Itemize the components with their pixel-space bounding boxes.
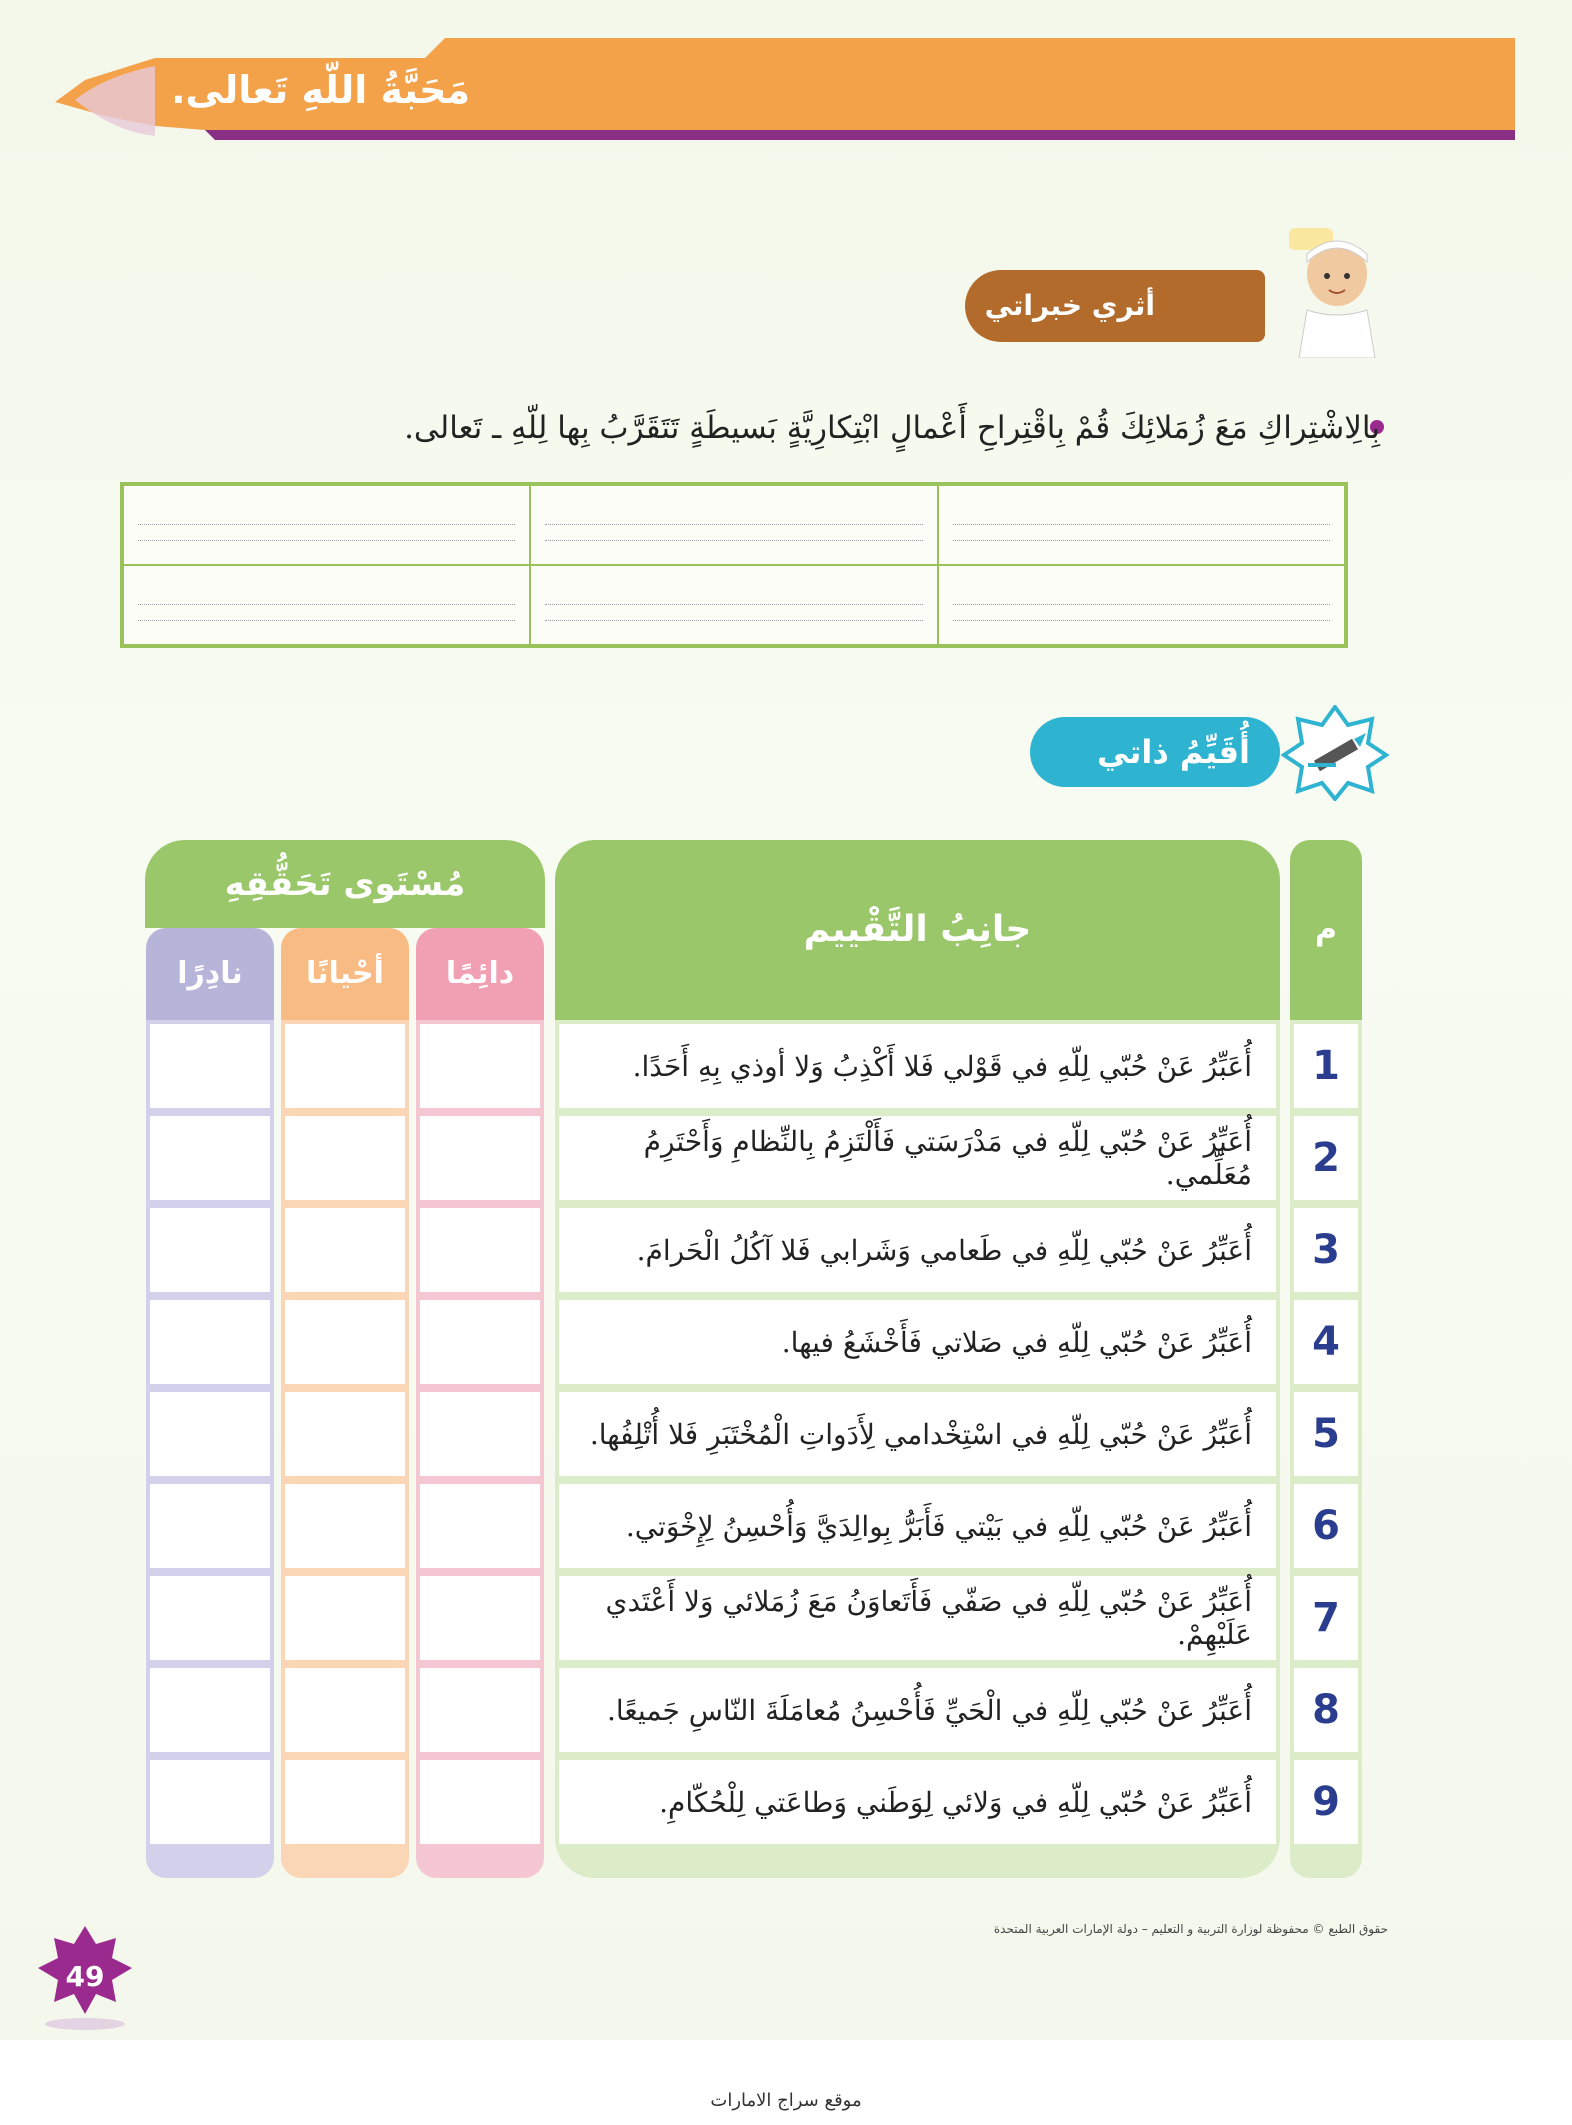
row-statement: أُعَبِّرُ عَنْ حُبّي لِلّهِ في قَوْلي فَلا أَكْذِبُ وَلا أوذي بِهِ أَحَدًا. — [559, 1024, 1276, 1108]
level-sometimes-header: أحْيانًا — [281, 928, 409, 1020]
row-statement: أُعَبِّرُ عَنْ حُبّي لِلّهِ في بَيْتي فَأَبَرُّ بِوالِدَيَّ وَأُحْسِنُ لِإِخْوَتي. — [559, 1484, 1276, 1568]
sometimes-checkbox[interactable] — [285, 1576, 405, 1660]
sometimes-checkbox[interactable] — [285, 1300, 405, 1384]
rarely-checkbox[interactable] — [150, 1300, 270, 1384]
ideas-writing-grid — [120, 482, 1348, 648]
achievement-level-header: مُسْتَوى تَحَقُّقِهِ — [145, 840, 545, 928]
row-statement: أُعَبِّرُ عَنْ حُبّي لِلّهِ في صَلاتي فَأَخْشَعُ فيها. — [559, 1300, 1276, 1384]
self-assessment-tag — [1030, 705, 1390, 801]
level-always-header: دائِمًا — [416, 928, 544, 1020]
always-checkbox[interactable] — [420, 1760, 540, 1844]
sometimes-checkbox[interactable] — [285, 1116, 405, 1200]
rarely-checkbox[interactable] — [150, 1116, 270, 1200]
row-number: 1 — [1294, 1024, 1358, 1108]
column-number-header: م — [1290, 840, 1362, 1020]
assess-label: أُقَيِّمُ ذاتي — [1097, 733, 1250, 771]
always-checkbox[interactable] — [420, 1484, 540, 1568]
sometimes-checkbox[interactable] — [285, 1208, 405, 1292]
column-aspect-header: جانِبُ التَّقْييم — [555, 840, 1280, 1020]
rarely-checkbox[interactable] — [150, 1392, 270, 1476]
rarely-checkbox[interactable] — [150, 1760, 270, 1844]
ideas-cell[interactable] — [530, 565, 937, 645]
table-row — [0, 1480, 1572, 1572]
page-number: 49 — [65, 1960, 105, 1993]
copyright-notice: حقوق الطبع © محفوظة لوزارة التربية و التعليم – دولة الإمارات العربية المتحدة — [993, 1922, 1388, 1936]
table-row — [0, 1572, 1572, 1664]
row-statement: أُعَبِّرُ عَنْ حُبّي لِلّهِ في مَدْرَسَتي فَأَلْتَزِمُ بِالنِّظامِ وَأَحْتَرِمُ مُعَلِّمي. — [559, 1116, 1276, 1200]
ideas-cell[interactable] — [123, 485, 530, 565]
enrich-section-tag — [965, 270, 1265, 342]
rarely-checkbox[interactable] — [150, 1668, 270, 1752]
table-row — [0, 1388, 1572, 1480]
always-checkbox[interactable] — [420, 1668, 540, 1752]
enrich-label: أثري خبراتي — [984, 289, 1155, 322]
boy-character-icon — [1285, 228, 1377, 358]
table-row — [0, 1664, 1572, 1756]
table-row — [0, 1204, 1572, 1296]
ideas-cell[interactable] — [938, 485, 1345, 565]
always-checkbox[interactable] — [420, 1208, 540, 1292]
rarely-checkbox[interactable] — [150, 1484, 270, 1568]
row-number: 2 — [1294, 1116, 1358, 1200]
row-statement: أُعَبِّرُ عَنْ حُبّي لِلّهِ في الْحَيِّ فَأُحْسِنُ مُعامَلَةَ النّاسِ جَميعًا. — [559, 1668, 1276, 1752]
ideas-cell[interactable] — [123, 565, 530, 645]
row-statement: أُعَبِّرُ عَنْ حُبّي لِلّهِ في صَفّي فَأَتَعاوَنُ مَعَ زُمَلائي وَلا أَعْتَدي عَلَيْهِمْ. — [559, 1576, 1276, 1660]
sometimes-checkbox[interactable] — [285, 1392, 405, 1476]
sometimes-checkbox[interactable] — [285, 1024, 405, 1108]
activity-instruction: بِالِاشْتِراكِ مَعَ زُمَلائِكَ قُمْ بِاقْتِراحِ أَعْمالٍ ابْتِكارِيَّةٍ بَسيطَةٍ تَتَقَرَّبُ بِها لِلّهِ ـ تَعالى. — [404, 410, 1380, 446]
always-checkbox[interactable] — [420, 1300, 540, 1384]
row-statement: أُعَبِّرُ عَنْ حُبّي لِلّهِ في اسْتِخْدامي لِأَدَواتِ الْمُخْتَبَرِ فَلا أُتْلِفُها. — [559, 1392, 1276, 1476]
table-row — [0, 1296, 1572, 1388]
sometimes-checkbox[interactable] — [285, 1484, 405, 1568]
always-checkbox[interactable] — [420, 1392, 540, 1476]
footer-site-name: موقع سراج الامارات — [710, 2090, 862, 2111]
ideas-cell[interactable] — [530, 485, 937, 565]
table-row — [0, 1112, 1572, 1204]
rarely-checkbox[interactable] — [150, 1208, 270, 1292]
table-row — [0, 1020, 1572, 1112]
row-number: 9 — [1294, 1760, 1358, 1844]
table-row — [0, 1756, 1572, 1848]
always-checkbox[interactable] — [420, 1116, 540, 1200]
ideas-cell[interactable] — [938, 565, 1345, 645]
pencil-star-icon — [1280, 705, 1390, 801]
row-number: 6 — [1294, 1484, 1358, 1568]
rarely-checkbox[interactable] — [150, 1576, 270, 1660]
row-number: 8 — [1294, 1668, 1358, 1752]
sometimes-checkbox[interactable] — [285, 1668, 405, 1752]
always-checkbox[interactable] — [420, 1024, 540, 1108]
always-checkbox[interactable] — [420, 1576, 540, 1660]
row-number: 4 — [1294, 1300, 1358, 1384]
row-statement: أُعَبِّرُ عَنْ حُبّي لِلّهِ في وَلائي لِوَطَني وَطاعَتي لِلْحُكّامِ. — [559, 1760, 1276, 1844]
level-rarely-header: نادِرًا — [146, 928, 274, 1020]
sometimes-checkbox[interactable] — [285, 1760, 405, 1844]
row-number: 3 — [1294, 1208, 1358, 1292]
row-statement: أُعَبِّرُ عَنْ حُبّي لِلّهِ في طَعامي وَشَرابي فَلا آكُلُ الْحَرامَ. — [559, 1208, 1276, 1292]
rarely-checkbox[interactable] — [150, 1024, 270, 1108]
row-number: 7 — [1294, 1576, 1358, 1660]
page-title: مَحَبَّةُ اللّهِ تَعالى. — [171, 68, 470, 112]
row-number: 5 — [1294, 1392, 1358, 1476]
